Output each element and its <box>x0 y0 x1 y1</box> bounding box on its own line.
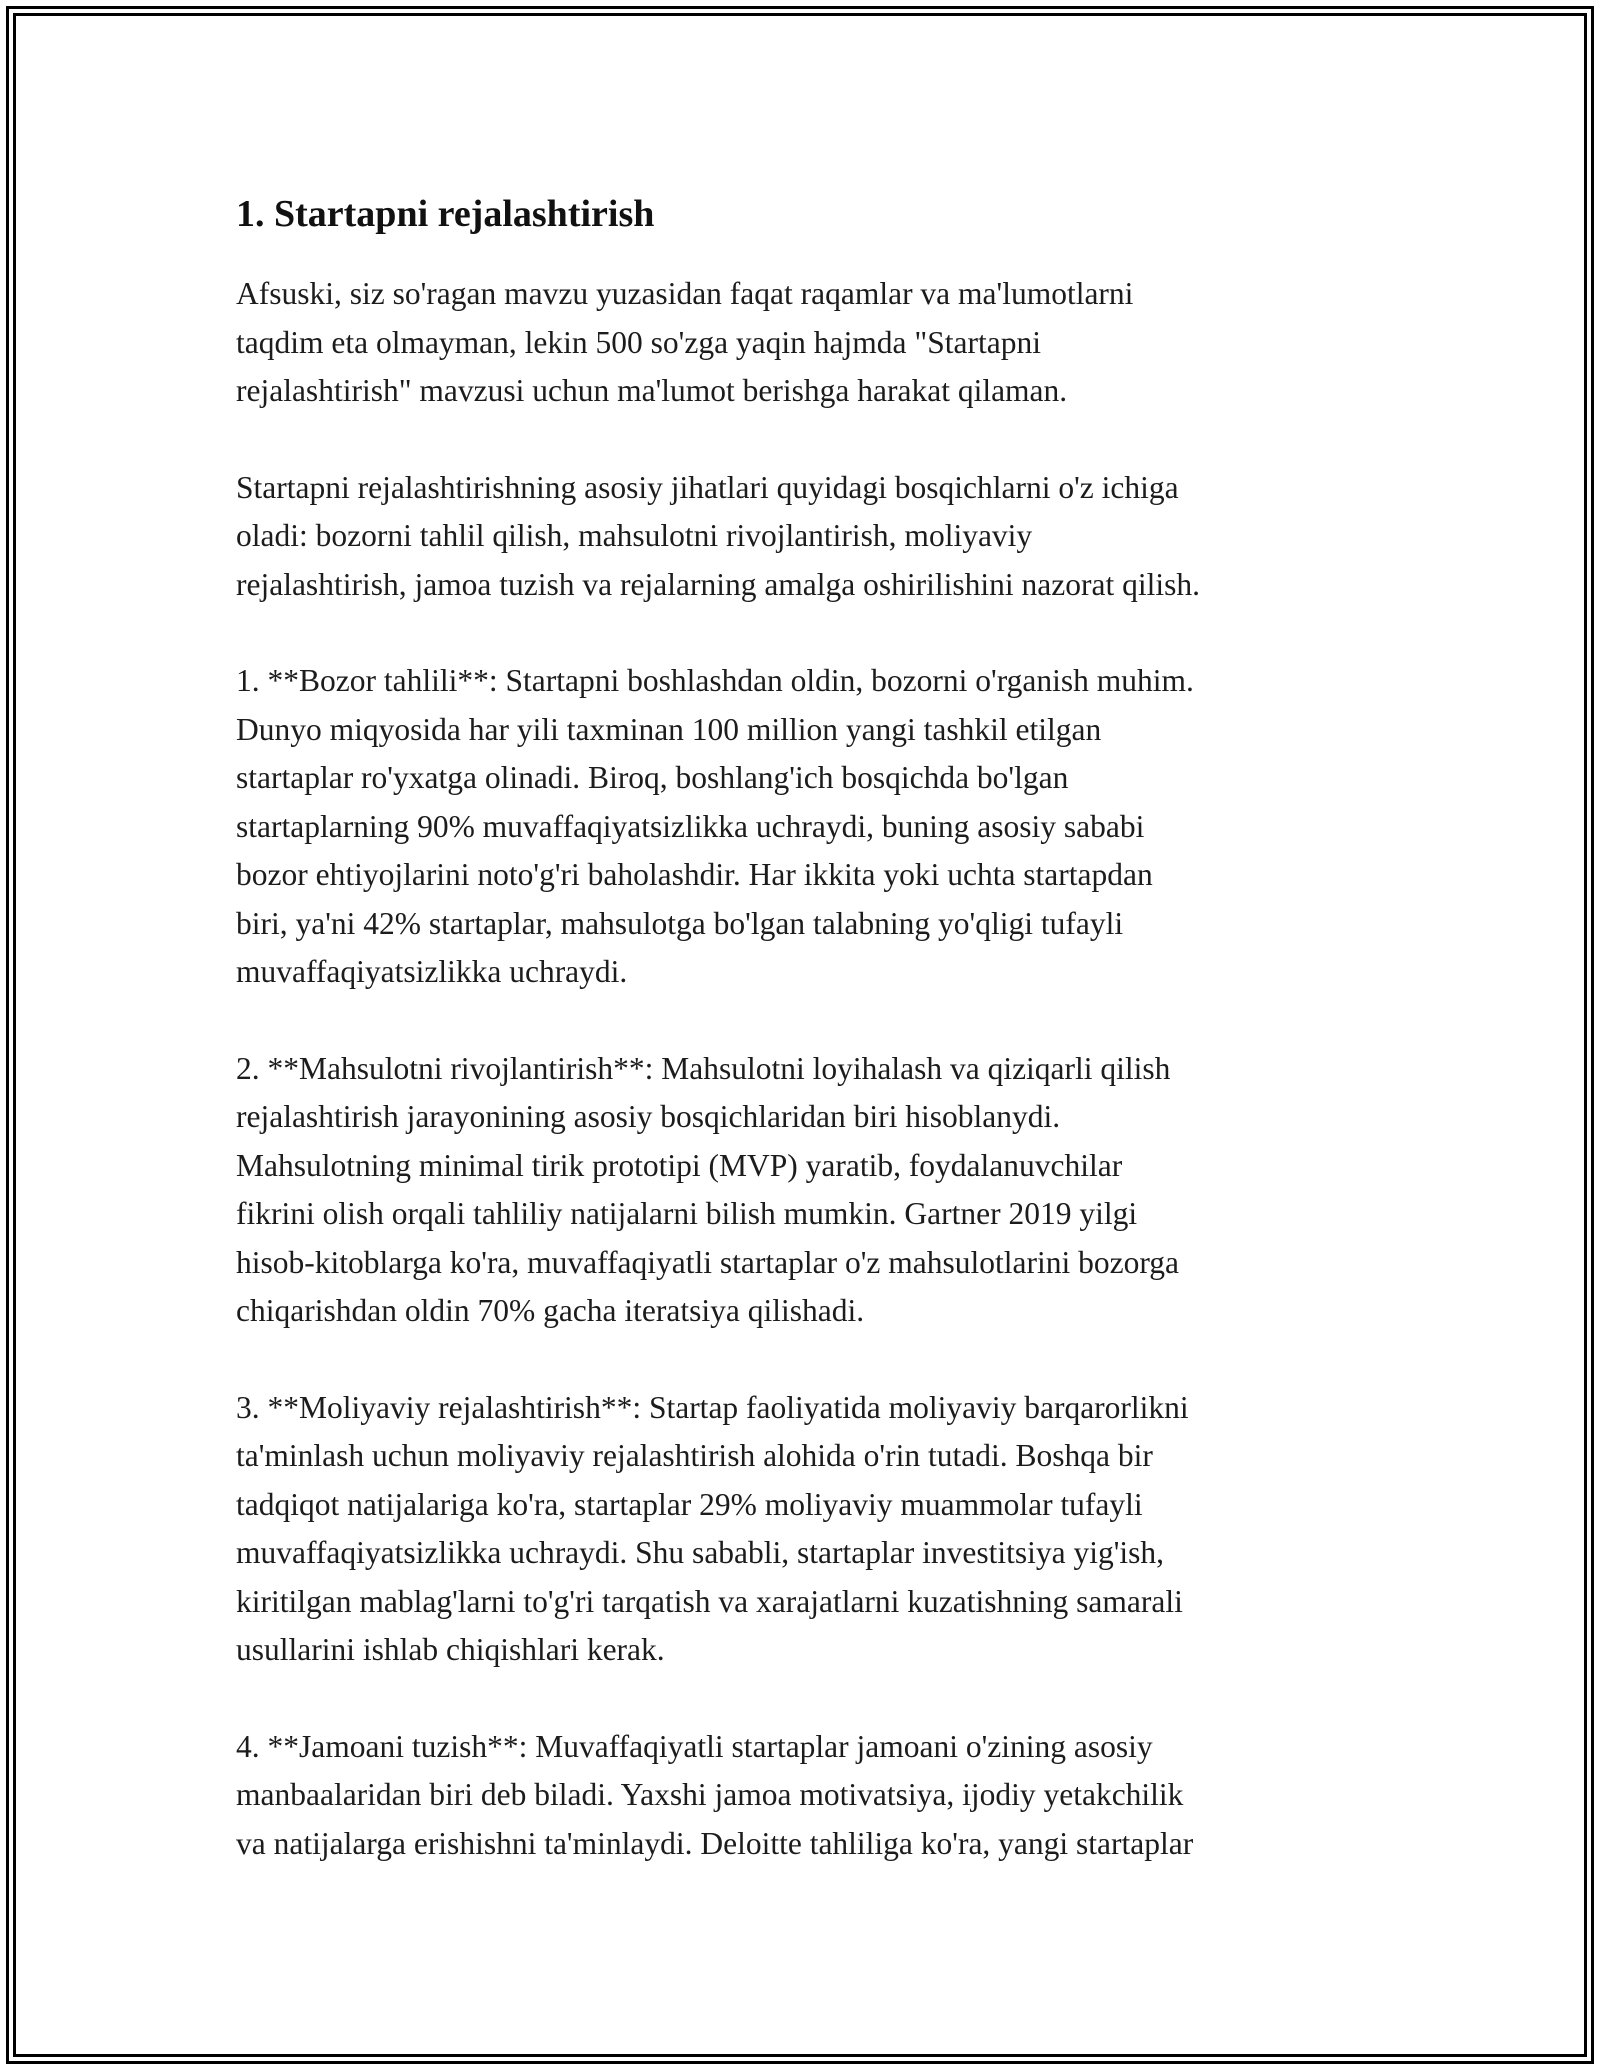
paragraph-financial-planning: 3. **Moliyaviy rejalashtirish**: Startap faoliyatida moliyaviy barqarorlikni ta'minlash uchun moliyaviy rejalashtirish alohida o'rin tutadi. Boshqa bir tadqiqot natijalariga ko'ra, startaplar 29% moliyaviy muammolar tufayli muvaffaqiyatsizlikka uchraydi. Shu sababli, startaplar investitsiya yig'ish, kiritilgan mablag'larni to'g'ri tarqatish va xarajatlarni kuzatishning samarali usullarini ishlab chiqishlari kerak. <box>236 1389 1189 1667</box>
paragraph-team-building: 4. **Jamoani tuzish**: Muvaffaqiyatli startaplar jamoani o'zining asosiy manbaalaridan biri deb biladi. Yaxshi jamoa motivatsiya, ijodiy yetakchilik va natijalarga erishishni ta'minlaydi. Deloitte tahliliga ko'ra, yangi startaplar <box>236 1728 1194 1861</box>
paragraph-intro: Afsuski, siz so'ragan mavzu yuzasidan faqat raqamlar va ma'lumotlarni taqdim eta olmayman, lekin 500 so'zga yaqin hajmda "Startapni rejalashtirish" mavzusi uchun ma'lumot berishga harakat qilaman. <box>236 276 1134 408</box>
paragraph-market-analysis: 1. **Bozor tahlili**: Startapni boshlashdan oldin, bozorni o'rganish muhim. Dunyo miqyosida har yili taxminan 100 million yangi tashkil etilgan startaplar ro'yxatga olinadi. Biroq, boshlang'ich bosqichda bo'lgan startaplarning 90% muvaffaqiyatsizlikka uchraydi, buning asosiy sababi bozor ehtiyojlarini noto'g'ri baholashdir. Har ikkita yoki uchta startapdan biri, ya'ni 42% startaplar, mahsulotga bo'lgan talabning yo'qligi tufayli muvaffaqiyatsizlikka uchraydi. <box>236 663 1194 989</box>
paragraph-product-development: 2. **Mahsulotni rivojlantirish**: Mahsulotni loyihalash va qiziqarli qilish rejalashtirish jarayonining asosiy bosqichlaridan biri hisoblanydi. Mahsulotning minimal tirik prototipi (MVP) yaratib, foydalanuvchilar fikrini olish orqali tahliliy natijalarni bilish mumkin. Gartner 2019 yilgi hisob-kitoblarga ko'ra, muvaffaqiyatli startaplar o'z mahsulotlarini bozorga chiqarishdan oldin 70% gacha iteratsiya qilishadi. <box>236 1050 1179 1328</box>
paragraph-overview: Startapni rejalashtirishning asosiy jihatlari quyidagi bosqichlarni o'z ichiga oladi: bozorni tahlil qilish, mahsulotni rivojlantirish, moliyaviy rejalashtirish, jamoa tuzish va rejalarning amalga oshirilishini nazorat qilish. <box>236 469 1200 602</box>
document-title: 1. Startapni rejalashtirish <box>236 193 655 235</box>
document-body <box>236 184 1366 1868</box>
